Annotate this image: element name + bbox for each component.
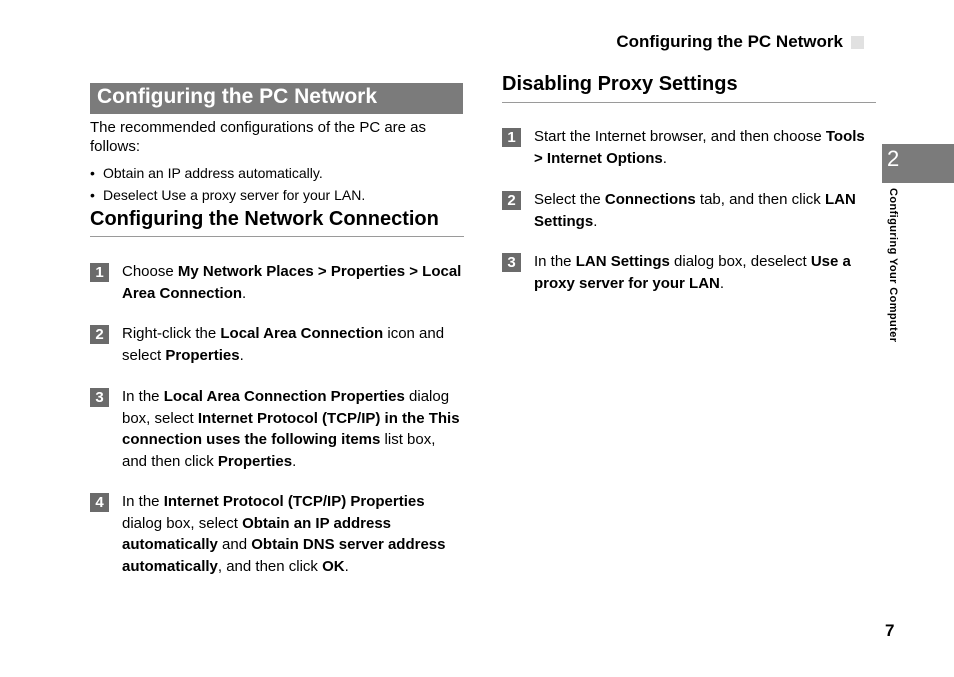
step-number-badge: 1 bbox=[502, 128, 521, 147]
step-number-badge: 3 bbox=[90, 388, 109, 407]
page-number: 7 bbox=[885, 621, 895, 640]
header-marker-square bbox=[851, 36, 864, 49]
step-segment: . bbox=[239, 346, 244, 364]
step-emphasis: My Network Places > Properties > Local Area Connection bbox=[122, 263, 462, 302]
step-segment: . bbox=[662, 149, 667, 167]
step-segment: dialog box, select bbox=[122, 514, 243, 532]
step-emphasis: Use a proxy server for your LAN bbox=[534, 253, 851, 292]
step-emphasis: Internet Protocol (TCP/IP) Properties bbox=[163, 493, 425, 510]
step-emphasis: OK bbox=[322, 557, 345, 575]
running-header-title: Configuring the PC Network bbox=[616, 32, 843, 51]
step-number-badge: 2 bbox=[90, 325, 109, 344]
step-segment: In the bbox=[122, 493, 164, 510]
list-item: • Deselect Use a proxy server for your LAN. bbox=[90, 184, 462, 206]
step-segment: . bbox=[593, 212, 598, 230]
step-emphasis: Local Area Connection bbox=[220, 325, 384, 342]
step-segment: Choose bbox=[122, 263, 178, 280]
recommendation-list bbox=[90, 162, 462, 206]
chapter-title-vertical: Configuring Your Computer bbox=[887, 188, 899, 343]
section-heading-network-connection: Configuring the Network Connection bbox=[90, 208, 439, 230]
step-text bbox=[534, 189, 874, 232]
step-emphasis: LAN Settings bbox=[534, 191, 856, 230]
chapter-tab bbox=[882, 144, 954, 183]
running-header bbox=[616, 32, 864, 52]
step-segment: In the bbox=[534, 253, 576, 270]
step-segment: icon and select bbox=[122, 325, 445, 364]
section-heading-proxy-settings: Disabling Proxy Settings bbox=[502, 73, 738, 95]
step-text bbox=[122, 323, 462, 366]
section-divider bbox=[502, 102, 876, 103]
step-text bbox=[122, 386, 462, 472]
page-title: Configuring the PC Network bbox=[90, 83, 463, 114]
step-segment: . bbox=[242, 284, 247, 302]
step-emphasis: Properties bbox=[217, 452, 293, 470]
step-segment: Right-click the bbox=[122, 325, 221, 342]
step-number-badge: 3 bbox=[502, 253, 521, 272]
step-text bbox=[122, 491, 462, 577]
step-segment: . bbox=[344, 557, 349, 575]
step-number-badge: 1 bbox=[90, 263, 109, 282]
step-number-badge: 2 bbox=[502, 191, 521, 210]
step-segment: Select the bbox=[534, 191, 605, 208]
step-segment: Start the Internet browser, and then choose bbox=[534, 128, 826, 145]
step-emphasis: Internet Protocol (TCP/IP) in the This connection uses the following items bbox=[122, 409, 460, 449]
intro-paragraph: The recommended configurations of the PC are as follows: bbox=[90, 119, 427, 155]
step-segment: , and then click bbox=[217, 557, 323, 575]
step-segment: dialog box, deselect bbox=[669, 253, 811, 270]
step-segment: dialog box, select bbox=[122, 388, 450, 427]
step-emphasis: Tools > Internet Options bbox=[534, 128, 865, 167]
step-segment: tab, and then click bbox=[695, 191, 825, 208]
step-text bbox=[534, 126, 874, 169]
section-divider bbox=[90, 236, 464, 237]
step-text bbox=[122, 261, 462, 304]
step-segment: and bbox=[217, 536, 252, 554]
list-item: • Obtain an IP address automatically. bbox=[90, 162, 462, 184]
step-emphasis: Obtain DNS server address automatically bbox=[122, 536, 446, 575]
step-text bbox=[534, 251, 874, 294]
step-emphasis: Obtain an IP address automatically bbox=[122, 514, 392, 554]
step-segment: In the bbox=[122, 388, 164, 405]
step-number-badge: 4 bbox=[90, 493, 109, 512]
step-emphasis: Local Area Connection Properties bbox=[163, 388, 405, 405]
step-segment: . bbox=[292, 452, 297, 470]
step-segment: . bbox=[719, 274, 725, 292]
step-emphasis: LAN Settings bbox=[575, 253, 670, 270]
step-emphasis: Properties bbox=[165, 346, 240, 364]
step-segment: list box, and then click bbox=[122, 431, 436, 470]
chapter-number: 2 bbox=[887, 146, 900, 171]
step-emphasis: Connections bbox=[604, 191, 696, 208]
